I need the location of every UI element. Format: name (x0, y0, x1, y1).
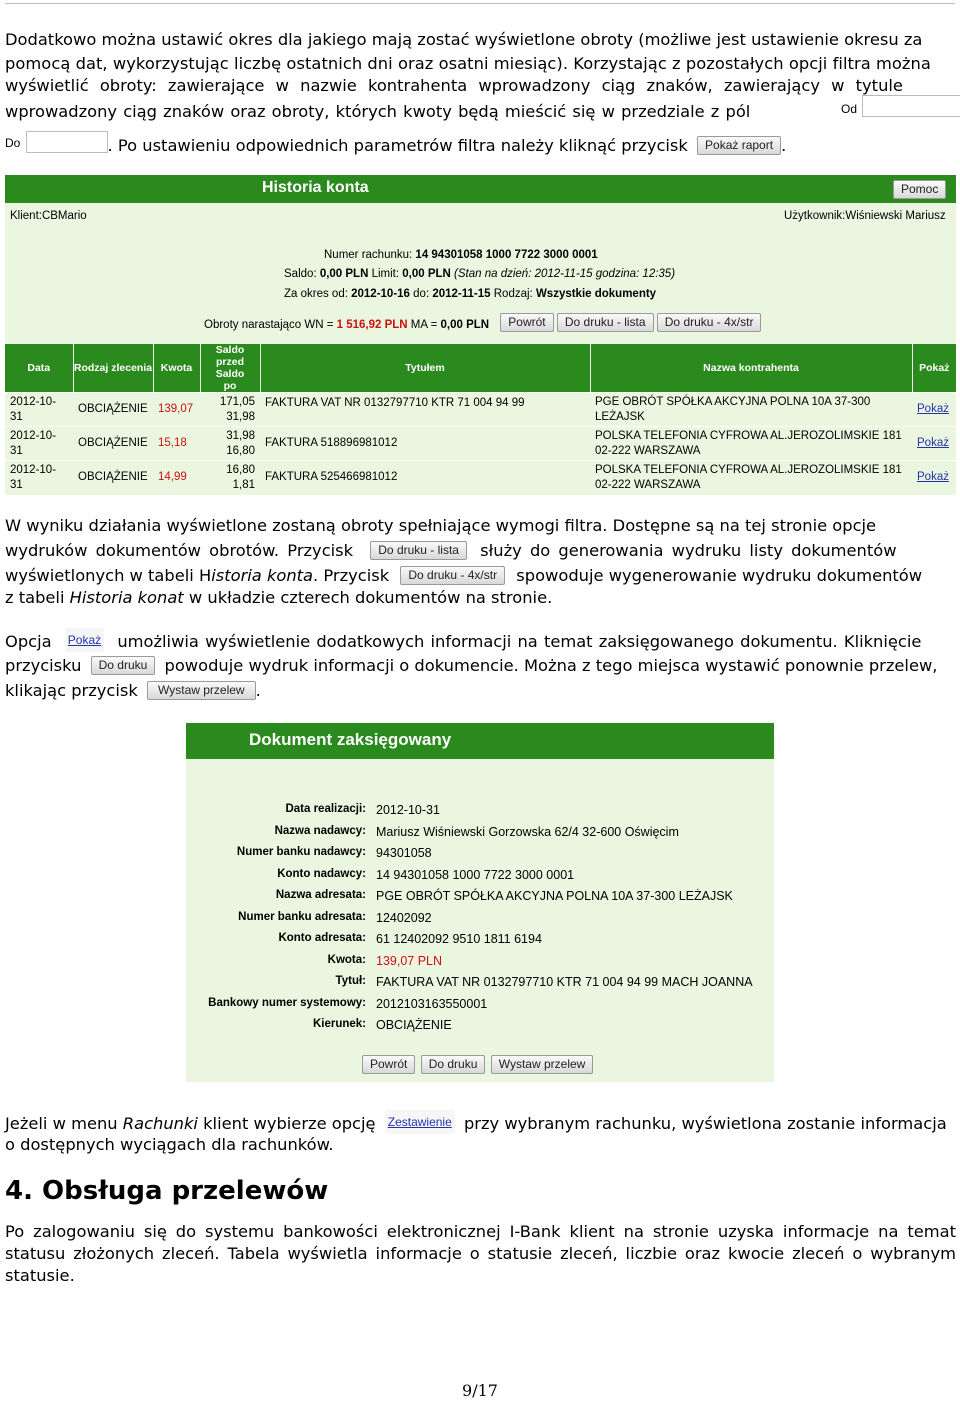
document-field-row (186, 954, 774, 974)
document-field-label: Tytuł: (335, 975, 366, 987)
document-field-label: Kierunek: (312, 1018, 366, 1030)
document-field-value: 61 12402092 9510 1811 6194 (376, 932, 542, 946)
col-title: Tytułem (260, 344, 590, 393)
cell-title: FAKTURA 525466981012 (260, 461, 590, 495)
intro-line-5: $^{Do}$ . Po ustawieniu odpowiednich parametrów filtra należy kliknąć przycisk Pokaż raport . (5, 131, 956, 158)
cell-type: OBCIĄŻENIE (73, 427, 153, 461)
document-field-row (186, 932, 774, 952)
cell-title: FAKTURA 518896981012 (260, 427, 590, 461)
print-list-button[interactable]: Do druku - lista (557, 313, 654, 332)
col-show: Pokaż (912, 344, 956, 393)
document-field-row (186, 889, 774, 909)
document-field-label: Data realizacji: (285, 803, 366, 815)
print-4x-button-inline[interactable]: Do druku - 4x/str (400, 566, 505, 585)
document-field-row (186, 846, 774, 866)
option-line-3: klikając przycisk Wystaw przelew . (5, 681, 261, 700)
cell-party: POLSKA TELEFONIA CYFROWA AL.JEROZOLIMSKIE 181 02-222 WARSZAWA (590, 427, 912, 461)
history-header (5, 175, 956, 203)
section-paragraph: Po zalogowaniu się do systemu bankowości elektronicznej I-Bank klient na stronie uzyska informacje na temat statusu złożonych zleceń. Tabela wyświetla informacje o statusie zleceń, liczbie oraz kwocie zleceń o wybranym statusie. (5, 1222, 956, 1285)
col-amount: Kwota (153, 344, 200, 393)
cell-party: POLSKA TELEFONIA CYFROWA AL.JEROZOLIMSKIE 181 02-222 WARSZAWA (590, 461, 912, 495)
cell-date: 2012-10-31 (5, 427, 73, 461)
document-field-label: Nazwa adresata: (275, 889, 366, 901)
col-date: Data (5, 344, 73, 393)
document-field-row (186, 803, 774, 823)
show-link-sample[interactable]: Pokaż (65, 628, 104, 652)
document-field-row (186, 975, 774, 995)
cell-amount: 15,18 (153, 427, 200, 461)
balance-row: Saldo: 0,00 PLN Limit: 0,00 PLN (Stan na dzień: 2012-11-15 godzina: 12:35) (284, 268, 676, 280)
cell-title: FAKTURA VAT NR 0132797710 KTR 71 004 94 99 (260, 393, 590, 427)
back-button[interactable]: Powrót (362, 1055, 415, 1074)
result-line-2: wydruków dokumentów obrotów. Przycisk Do druku - lista służy do generowania wydruku listy dokumentów (5, 541, 897, 560)
cell-show (912, 461, 956, 495)
intro-line-2: pomocą dat, wykorzystując liczbę ostatnich dni oraz osatni miesiąc). Korzystając z pozostałych opcji filtra można (5, 54, 931, 73)
document-field-value: FAKTURA VAT NR 0132797710 KTR 71 004 94 99 MACH JOANNA (376, 975, 753, 989)
show-report-button[interactable]: Pokaż raport (697, 136, 781, 155)
result-line-4: z tabeli Historia konat w układzie czterech dokumentów na stronie. (5, 588, 553, 607)
document-field-label: Nazwa nadawcy: (274, 824, 366, 837)
account-row: Numer rachunku: 14 94301058 1000 7722 3000 0001 (324, 249, 598, 261)
intro-line-4: wprowadzony ciąg znaków oraz obroty, których kwoty będą mieścić się w przedziale z pól Od (5, 100, 956, 124)
intro-line-1: Dodatkowo można ustawić okres dla jakiego mają zostać wyświetlone obroty (możliwe jest ustawienie okresu za (5, 30, 923, 49)
show-link[interactable]: Pokaż (917, 471, 949, 484)
document-field-label: Kwota: (327, 953, 366, 966)
print-list-button-inline[interactable]: Do druku - lista (370, 541, 467, 560)
cell-type: OBCIĄŻENIE (73, 461, 153, 495)
document-field-row (186, 1018, 774, 1038)
cell-party: PGE OBRÓT SPÓŁKA AKCYJNA POLNA 10A 37-300 LEŻAJSK (590, 393, 912, 427)
table-row (5, 427, 956, 461)
do-label: Do (5, 136, 21, 150)
table-row (5, 393, 956, 427)
od-label: Od (841, 102, 858, 116)
document-field-value: PGE OBRÓT SPÓŁKA AKCYJNA POLNA 10A 37-300 LEŻAJSK (376, 889, 733, 903)
history-table (5, 344, 956, 495)
document-field-value: Mariusz Wiśniewski Gorzowska 62/4 32-600 Oświęcim (376, 824, 679, 839)
table-row (5, 461, 956, 495)
cell-date: 2012-10-31 (5, 461, 73, 495)
top-rule (5, 3, 955, 4)
option-line-2: przycisku Do druku powoduje wydruk informacji o dokumencie. Można z tego miejsca wystawić ponownie przelew, (5, 656, 938, 675)
document-panel (186, 723, 774, 1082)
cell-date: 2012-10-31 (5, 393, 73, 427)
show-link[interactable]: Pokaż (917, 403, 949, 415)
do-input[interactable] (26, 131, 108, 153)
cell-balance: 31,98 16,80 (200, 427, 260, 461)
document-field-row (186, 868, 774, 888)
document-field-label: Konto adresata: (278, 932, 366, 944)
document-field-value: 2012103163550001 (376, 996, 488, 1011)
table-header-row (5, 344, 956, 393)
cell-amount: 139,07 (153, 393, 200, 427)
od-input[interactable] (862, 95, 960, 117)
page-number: 9/17 (462, 1381, 498, 1400)
document-field-value: 2012-10-31 (376, 803, 440, 817)
od-filter (841, 95, 960, 121)
col-balance: Saldo przed Saldo po (200, 344, 260, 393)
document-field-value: 12402092 (376, 910, 432, 925)
print-button[interactable]: Do druku (421, 1055, 486, 1074)
cell-balance: 16,80 1,81 (200, 461, 260, 495)
document-field-row (186, 825, 774, 845)
document-field-label: Numer banku nadawcy: (236, 846, 366, 858)
history-title: Historia konta (262, 179, 369, 196)
document-field-label: Numer banku adresata: (238, 910, 366, 923)
intro-line-3: wyświetlić obroty: zawierające w nazwie kontrahenta wprowadzony ciąg znaków, zawierający w tytule (5, 76, 903, 95)
user-label: Użytkownik:Wiśniewski Mariusz (784, 210, 946, 222)
summary-line-2: o dostępnych wyciągach dla rachunków. (5, 1135, 334, 1154)
print-4x-button[interactable]: Do druku - 4x/str (657, 313, 762, 332)
result-line-3: wyświetlonych w tabeli Historia konta. Przycisk Do druku - 4x/str spowoduje wygenerowanie wydruku dokumentów (5, 566, 923, 585)
document-title: Dokument zaksięgowany (249, 730, 452, 749)
help-button[interactable]: Pomoc (893, 180, 946, 199)
document-field-value: 94301058 (376, 846, 432, 860)
document-field-value: OBCIĄŻENIE (376, 1018, 452, 1032)
result-line-1: W wyniku działania wyświetlone zostaną obroty spełniające wymogi filtra. Dostępne są na tej stronie opcje (5, 516, 877, 535)
col-party: Nazwa kontrahenta (590, 344, 912, 393)
cell-amount: 14,99 (153, 461, 200, 495)
statement-link-sample[interactable]: Zestawienie (385, 1110, 455, 1134)
col-type: Rodzaj zlecenia (73, 344, 153, 393)
print-button-inline[interactable]: Do druku (91, 656, 156, 675)
client-label: Klient:CBMario (10, 210, 87, 222)
document-field-label: Konto nadawcy: (277, 867, 366, 880)
document-field-value: 139,07 PLN (376, 953, 443, 968)
document-field-row (186, 997, 774, 1017)
option-line-1: Opcja Pokaż umożliwia wyświetlenie dodatkowych informacji na temat zaksięgowanego dokumentu. Kliknięcie (5, 628, 956, 654)
summary-line-1: Jeżeli w menu Rachunki klient wybierze opcję Zestawienie przy wybranym rachunku, wyświetlona zostanie informacja (5, 1110, 956, 1136)
issue-transfer-button-inline[interactable]: Wystaw przelew (147, 681, 256, 700)
back-button[interactable]: Powrót (500, 313, 553, 332)
cell-type: OBCIĄŻENIE (73, 393, 153, 427)
document-field-value: 14 94301058 1000 7722 3000 0001 (376, 867, 575, 882)
issue-transfer-button[interactable]: Wystaw przelew (491, 1055, 594, 1074)
show-link[interactable]: Pokaż (917, 437, 949, 449)
cumulative-row: Obroty narastająco WN = 1 516,92 PLN MA = 0,00 PLN Powrót Do druku - lista Do druku - 4x/str (204, 313, 761, 332)
document-header (186, 723, 774, 759)
document-buttons (362, 1055, 593, 1074)
cell-show (912, 393, 956, 427)
section-heading: 4. Obsługa przelewów (5, 1176, 329, 1206)
cell-show (912, 427, 956, 461)
document-field-row (186, 911, 774, 931)
document-field-label: Bankowy numer systemowy: (208, 996, 366, 1009)
cell-balance: 171,05 31,98 (200, 393, 260, 427)
period-row: Za okres od: 2012-10-16 do: 2012-11-15 Rodzaj: Wszystkie dokumenty (284, 288, 657, 300)
